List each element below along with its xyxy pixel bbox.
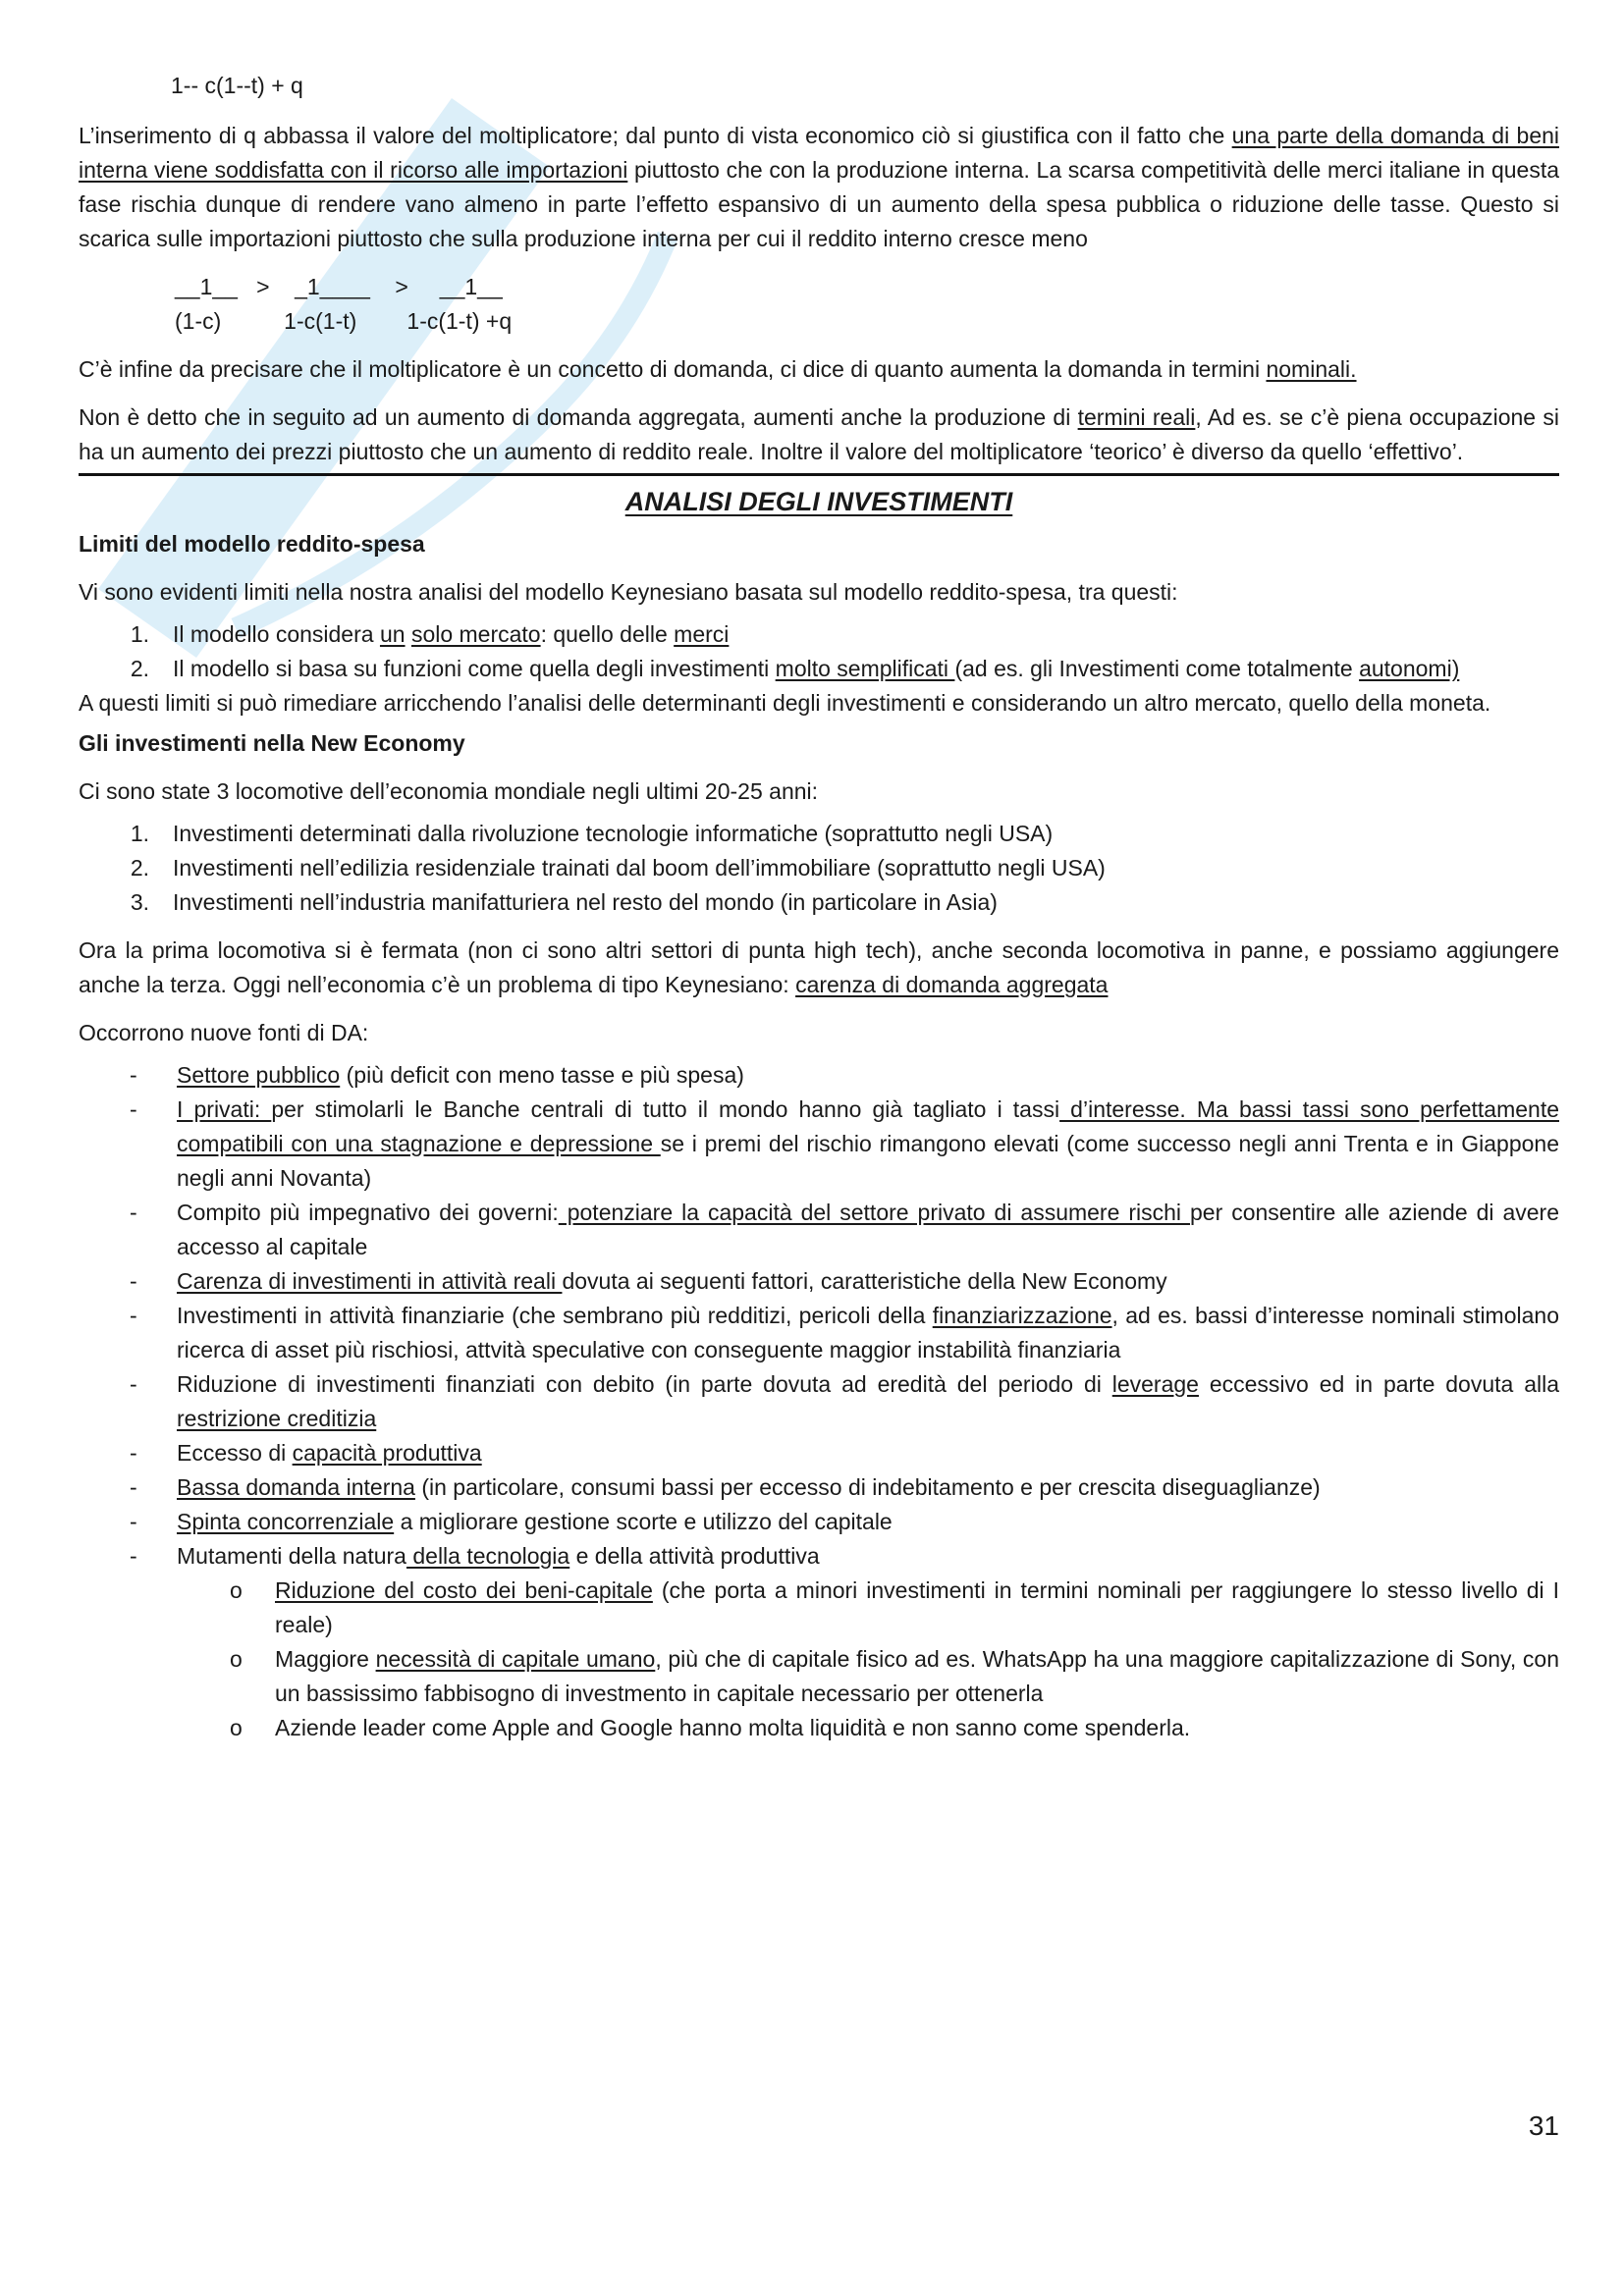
page-number: 31 [1528, 2110, 1559, 2141]
paragraph-limits-intro: Vi sono evidenti limiti nella nostra analisi del modello Keynesiano basata sul modello reddito-spesa, tra questi: [79, 579, 1178, 605]
list-item: 2. Investimenti nell’edilizia residenziale trainati dal boom dell’immobiliare (soprattutto negli USA) [130, 855, 1106, 881]
list-item: - I privati: per stimolarli le Banche centrali di tutto il mondo hanno già tagliato i tassi d’interesse. Ma bassi tassi sono perfettamente compatibili con una stagnazione e depressione se i premi del rischio rimangono elevati (come successo negli anni Trenta e in Giappone negli anni Novanta) [130, 1096, 1560, 1191]
subheading-limits: Limiti del modello reddito-spesa [79, 531, 425, 557]
sources-list [79, 1058, 1559, 1574]
paragraph-remedy: A questi limiti si può rimediare arricchendo l’analisi delle determinanti degli investimenti e considerando un altro mercato, quello della moneta. [79, 690, 1491, 716]
fraction-denominators: (1-c) 1-c(1-t) 1-c(1-t) +q [175, 308, 513, 334]
limits-list [79, 617, 1559, 686]
list-item: - Compito più impegnativo dei governi: potenziare la capacità del settore privato di assumere rischi per consentire alle aziende di avere accesso al capitale [130, 1200, 1559, 1259]
list-item: 1. Investimenti determinati dalla rivoluzione tecnologie informatiche (soprattutto negli USA) [130, 821, 1054, 846]
paragraph-import-effect: L’inserimento di q abbassa il valore del moltiplicatore; dal punto di vista economico ciò si giustifica con il fatto che una parte della domanda di beni interna viene soddisfatta con il ricorso alle importazioni piuttosto che con la produzione interna. La scarsa competitività delle merci italiane in questa fase rischia dunque di rendere vano almeno in parte l’effetto espansivo di un aumento della spesa pubblica o riduzione delle tasse. Questo si scarica sulle importazioni piuttosto che sulla produzione interna per cui il reddito interno cresce meno [79, 123, 1560, 251]
locomotives-list [79, 817, 1559, 920]
paragraph-locomotives-intro: Ci sono state 3 locomotive dell’economia mondiale negli ultimi 20-25 anni: [79, 778, 819, 804]
document-page [79, 69, 1559, 1745]
paragraph-real-terms: Non è detto che in seguito ad un aumento di domanda aggregata, aumenti anche la produzione di termini reali, Ad es. se c’è piena occupazione si ha un aumento dei prezzi piuttosto che un aumento di reddito reale. Inoltre il valore del moltiplicatore ‘teorico’ è diverso da quello ‘effettivo’. [79, 404, 1559, 464]
paragraph-new-sources: Occorrono nuove fonti di DA: [79, 1020, 369, 1045]
list-item: 1. Il modello considera un solo mercato: quello delle merci [130, 621, 730, 647]
list-item: 2. Il modello si basa su funzioni come quella degli investimenti molto semplificati (ad es. gli Investimenti come totalmente autonomi) [130, 656, 1460, 681]
paragraph-keynesian-problem: Ora la prima locomotiva si è fermata (non ci sono altri settori di punta high tech), anche seconda locomotiva in panne, e possiamo aggiungere anche la terza. Oggi nell’economia c’è un problema di tipo Keynesiano: carenza di domanda aggregata [79, 937, 1559, 997]
paragraph-demand-concept: C’è infine da precisare che il moltiplicatore è un concetto di domanda, ci dice di quanto aumenta la domanda in termini nominali. [79, 356, 1357, 382]
list-item: - Eccesso di capacità produttiva [130, 1440, 482, 1466]
list-item: o Aziende leader come Apple and Google hanno molta liquidità e non sanno come spenderla. [230, 1715, 1191, 1740]
list-item: - Investimenti in attività finanziarie (che sembrano più redditizi, pericoli della finanziarizzazione, ad es. bassi d’interesse nominali stimolano ricerca di asset più rischiosi, attvità speculative con conseguente maggior instabilità finanziaria [130, 1303, 1559, 1362]
section-divider [79, 473, 1559, 476]
subheading-new-economy: Gli investimenti nella New Economy [79, 730, 465, 756]
list-item: - Spinta concorrenziale a migliorare gestione scorte e utilizzo del capitale [130, 1509, 893, 1534]
list-item: - Bassa domanda interna (in particolare, consumi bassi per eccesso di indebitamento e per crescita diseguaglianze) [130, 1474, 1321, 1500]
multiplier-comparison [79, 270, 1559, 339]
section-title: ANALISI DEGLI INVESTIMENTI [624, 487, 1013, 516]
list-item: - Settore pubblico (più deficit con meno tasse e più spesa) [130, 1062, 744, 1088]
list-item: 3. Investimenti nell’industria manifatturiera nel resto del mondo (in particolare in Asia) [130, 889, 998, 915]
list-item: o Riduzione del costo dei beni-capitale (che porta a minori investimenti in termini nominali per raggiungere lo stesso livello di I reale) [230, 1577, 1559, 1637]
list-item: - Mutamenti della natura della tecnologia e della attività produttiva [130, 1543, 820, 1569]
list-item: - Carenza di investimenti in attività reali dovuta ai seguenti fattori, caratteristiche della New Economy [130, 1268, 1167, 1294]
fraction-numerators: __1__ > _1____ > __1__ [175, 274, 503, 299]
multiplier-denominator-formula: 1-- c(1--t) + q [171, 73, 303, 98]
list-item: - Riduzione di investimenti finanziati con debito (in parte dovuta ad eredità del periodo di leverage eccessivo ed in parte dovuta alla restrizione creditizia [130, 1371, 1559, 1431]
technology-sublist [79, 1574, 1559, 1745]
list-item: o Maggiore necessità di capitale umano, più che di capitale fisico ad es. WhatsApp ha una maggiore capitalizzazione di Sony, con un bassissimo fabbisogno di investmento in capitale necessario per ottenerla [230, 1646, 1560, 1706]
